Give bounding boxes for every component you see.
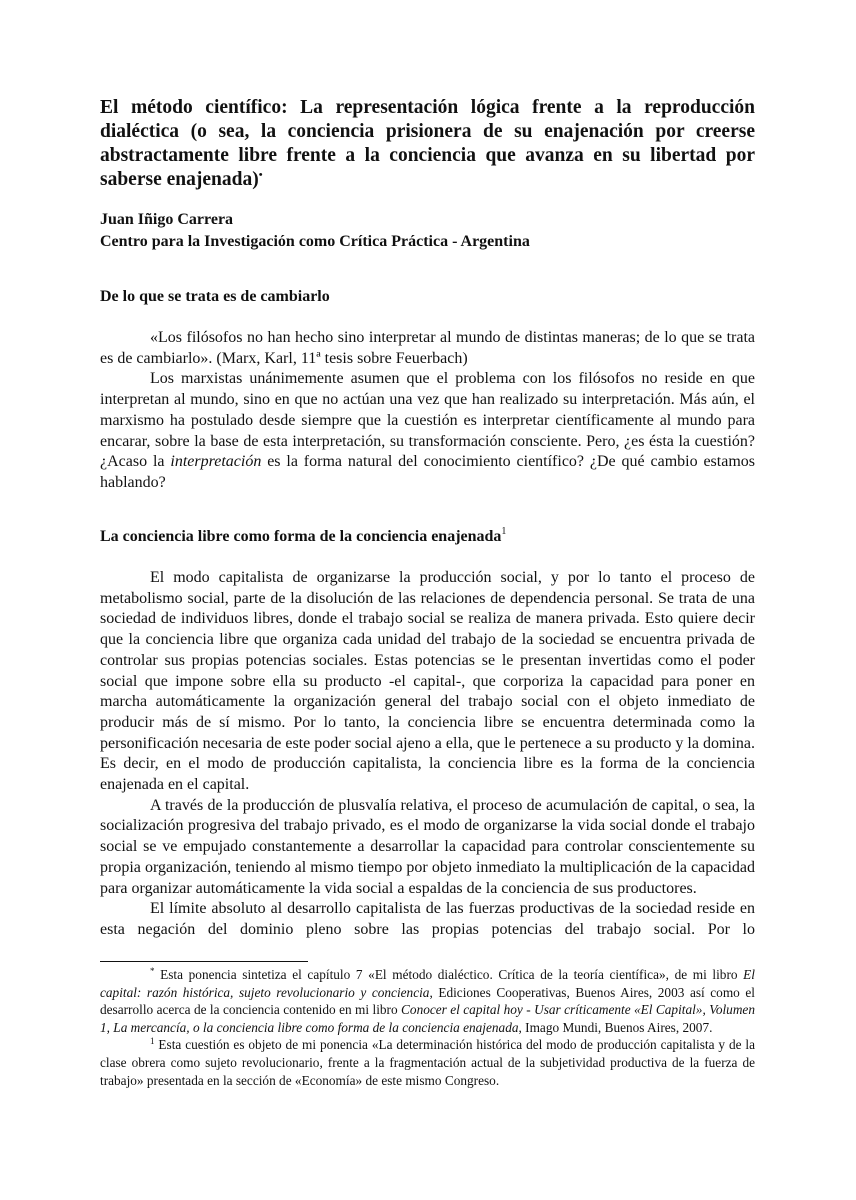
title-footnote-mark[interactable]: • xyxy=(258,169,263,181)
section-heading-text: La conciencia libre como forma de la conciencia enajenada xyxy=(100,528,502,545)
footnote-text: Esta cuestión es objeto de mi ponencia «La determinación histórica del modo de producción capitalista y de la clase obrera como sujeto revolucionario, frente a la fragmentación actual de la subjetividad productiva de la fuerza de trabajo» presentada en la sección de «Economía» de este mismo Congreso. xyxy=(100,1037,755,1088)
section-heading-2 xyxy=(100,527,755,547)
paragraph-text: Los marxistas unánimemente asumen que el problema con los filósofos no reside en que interpretan al mundo, sino en que no actúan una vez que han realizado su interpretación. Más aún, el marxismo ha postulado desde siempre que la cuestión es interpretar científicamente al mundo para encarar, sobre la base de esta interpretación, su transformación consciente. Pero, ¿es ésta la cuestión? ¿Acaso la xyxy=(100,370,755,471)
footnote-text: , Ediciones Cooperativas, Buenos Aires, 2003 así como el desarrollo acerca de la conciencia contenido en mi libro xyxy=(100,984,755,1018)
paragraph: El límite absoluto al desarrollo capitalista de las fuerzas productivas de la sociedad reside en esta negación del dominio pleno sobre las propias potencias del trabajo social. Por lo xyxy=(100,900,755,938)
footnote-1 xyxy=(100,1036,755,1089)
section-1-body xyxy=(100,328,755,494)
footnote-text: , Imago Mundi, Buenos Aires, 2007. xyxy=(518,1019,713,1035)
footnote-ref-1[interactable]: 1 xyxy=(501,526,507,537)
epigraph-quote: «Los filósofos no han hecho sino interpretar al mundo de distintas maneras; de lo que se trata es de cambiarlo». (Marx, Karl, 11ª tesis sobre Feuerbach) xyxy=(100,329,755,367)
paper-title xyxy=(100,96,755,192)
title-text: El método científico: La representación lógica frente a la reproducción dialéctica (o sea, la conciencia prisionera de su enajenación por creerse abstractamente libre frente a la conciencia que avanza en su libertad por saberse enajenada) xyxy=(100,97,755,190)
author-block xyxy=(100,209,755,253)
footnote-mark: * xyxy=(150,966,155,976)
paragraph: A través de la producción de plusvalía relativa, el proceso de acumulación de capital, o sea, la socialización progresiva del trabajo privado, es el modo de organizarse la vida social donde el trabajo social se ve empujado constantemente a desarrollar la capacidad para controlar conscientemente su propia organización, teniendo al mismo tiempo por objeto inmediato la multiplicación de la capacidad para organizar automáticamente la vida social a espaldas de la conciencia de sus productores. xyxy=(100,796,755,897)
book-title: Conocer el capital hoy - Usar críticamente «El Capital», Volumen 1, La mercancía, o la conciencia libre como forma de la conciencia enajenada xyxy=(100,1002,755,1035)
book-title: El capital: razón histórica, sujeto revolucionario y conciencia xyxy=(100,967,755,1000)
author-affiliation: Centro para la Investigación como Crítica Práctica - Argentina xyxy=(100,233,530,250)
footnotes xyxy=(100,966,755,1089)
section-2-body xyxy=(100,568,755,941)
paragraph-text: es la forma natural del conocimiento científico? ¿De qué cambio estamos hablando? xyxy=(100,453,755,491)
paragraph xyxy=(100,369,755,493)
footnote-star xyxy=(100,966,755,1036)
footnote-text: Esta ponencia sintetiza el capítulo 7 «El método dialéctico. Crítica de la teoría científica», de mi libro xyxy=(154,967,744,982)
emphasized-term: interpretación xyxy=(170,453,262,471)
footnote-separator xyxy=(100,961,308,962)
section-heading-1: De lo que se trata es de cambiarlo xyxy=(100,288,330,305)
author-name: Juan Iñigo Carrera xyxy=(100,211,234,228)
paragraph: El modo capitalista de organizarse la producción social, y por lo tanto el proceso de metabolismo social, parte de la disolución de las relaciones de dependencia personal. Se trata de una sociedad de individuos libres, donde el trabajo social se realiza de manera privada. Esto quiere decir que la conciencia libre que organiza cada unidad del trabajo de la sociedad se encuentra privada de controlar sus propias potencias sociales. Estas potencias se le presentan invertidas como el poder social que impone sobre ella su producto -el capital-, que corporiza la capacidad para poner en marcha automáticamente la organización general del trabajo social con el objeto inmediato de producir más de sí mismo. Por lo tanto, la conciencia libre se encuentra determinada como la personificación necesaria de este poder social ajeno a ella, que le pertenece a su producto y la domina. Es decir, en el modo de producción capitalista, la conciencia libre es la forma de la conciencia enajenada en el capital. xyxy=(100,569,755,794)
footnote-mark: 1 xyxy=(150,1036,155,1047)
